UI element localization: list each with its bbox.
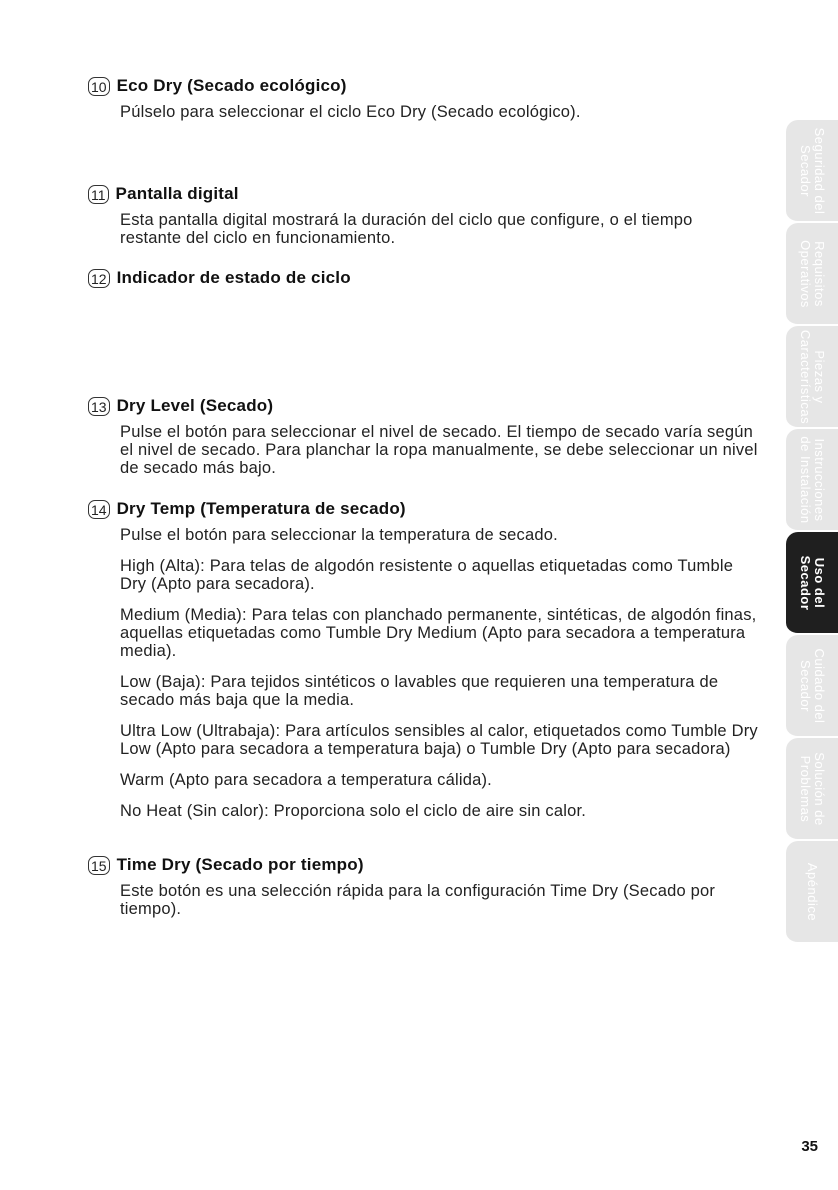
section-13 <box>88 396 758 477</box>
section-number-badge: 10 <box>88 77 110 96</box>
tab-label: Apéndice <box>805 862 820 921</box>
tab-piezas-y-caracteristicas[interactable] <box>786 326 838 429</box>
section-number-badge: 12 <box>88 269 110 288</box>
section-11 <box>88 184 758 247</box>
section-paragraph: Púlselo para seleccionar el ciclo Eco Dry (Secado ecológico). <box>120 103 581 121</box>
section-paragraph: Ultra Low (Ultrabaja): Para artículos sensibles al calor, etiquetados como Tumble Dry Low (Apto para secadora a temperatura baja) o Tumble Dry (Apto para secadora) <box>120 722 758 758</box>
section-paragraph: Este botón es una selección rápida para la configuración Time Dry (Secado por tiempo). <box>120 882 716 918</box>
tab-apendice[interactable] <box>786 841 838 944</box>
section-title: Time Dry (Secado por tiempo) <box>116 855 364 874</box>
section-paragraph: Medium (Media): Para telas con planchado permanente, sintéticas, de algodón finas, aquellas etiquetadas como Tumble Dry Medium (Apto para secadora a temperatura media). <box>120 606 757 660</box>
section-number-badge: 15 <box>88 856 110 875</box>
tab-uso-del-secador[interactable] <box>786 532 838 635</box>
section-paragraph: High (Alta): Para telas de algodón resistente o aquellas etiquetadas como Tumble Dry (Apto para secadora). <box>120 557 734 593</box>
tab-cuidado-del-secador[interactable] <box>786 635 838 738</box>
section-number-badge: 11 <box>88 185 109 204</box>
section-title: Dry Temp (Temperatura de secado) <box>116 499 406 518</box>
section-heading <box>88 268 758 288</box>
tab-label: Cuidado del Secador <box>798 648 827 723</box>
section-title: Eco Dry (Secado ecológico) <box>116 76 347 95</box>
tab-label: Instrucciones de Instalación <box>798 435 827 524</box>
section-heading <box>88 499 758 519</box>
section-heading <box>88 184 758 204</box>
tab-label: Seguridad del Secador <box>798 127 827 214</box>
section-paragraph: No Heat (Sin calor): Proporciona solo el ciclo de aire sin calor. <box>120 802 587 820</box>
section-15 <box>88 855 758 918</box>
side-tab-nav <box>786 120 838 944</box>
tab-seguridad-del-secador[interactable] <box>786 120 838 223</box>
tab-solucion-de-problemas[interactable] <box>786 738 838 841</box>
section-paragraph: Pulse el botón para seleccionar el nivel de secado. El tiempo de secado varía según el nivel de secado. Para planchar la ropa manualmente, se debe seleccionar un nivel de secado más bajo. <box>120 423 758 477</box>
tab-label: Piezas y Características <box>798 329 827 424</box>
page-number: 35 <box>801 1138 818 1155</box>
tab-label: Uso del Secador <box>798 555 827 610</box>
section-title: Pantalla digital <box>115 184 239 203</box>
section-paragraph: Low (Baja): Para tejidos sintéticos o lavables que requieren una temperatura de secado más baja que la media. <box>120 673 719 709</box>
section-14 <box>88 499 758 820</box>
section-number-badge: 14 <box>88 500 110 519</box>
section-paragraph: Warm (Apto para secadora a temperatura cálida). <box>120 771 492 789</box>
tab-instrucciones-de-instalacion[interactable] <box>786 429 838 532</box>
section-paragraph: Pulse el botón para seleccionar la temperatura de secado. <box>120 526 558 544</box>
section-title: Indicador de estado de ciclo <box>116 268 351 287</box>
section-12 <box>88 268 758 288</box>
section-paragraph: Esta pantalla digital mostrará la duración del ciclo que configure, o el tiempo restante del ciclo en funcionamiento. <box>120 211 693 247</box>
section-number-badge: 13 <box>88 397 110 416</box>
section-heading <box>88 76 758 96</box>
tab-label: Requisitos Operativos <box>798 239 827 308</box>
section-10 <box>88 76 758 121</box>
section-title: Dry Level (Secado) <box>116 396 274 415</box>
section-heading <box>88 855 758 875</box>
tab-requisitos-operativos[interactable] <box>786 223 838 326</box>
tab-label: Solución de Problemas <box>798 751 827 826</box>
section-heading <box>88 396 758 416</box>
